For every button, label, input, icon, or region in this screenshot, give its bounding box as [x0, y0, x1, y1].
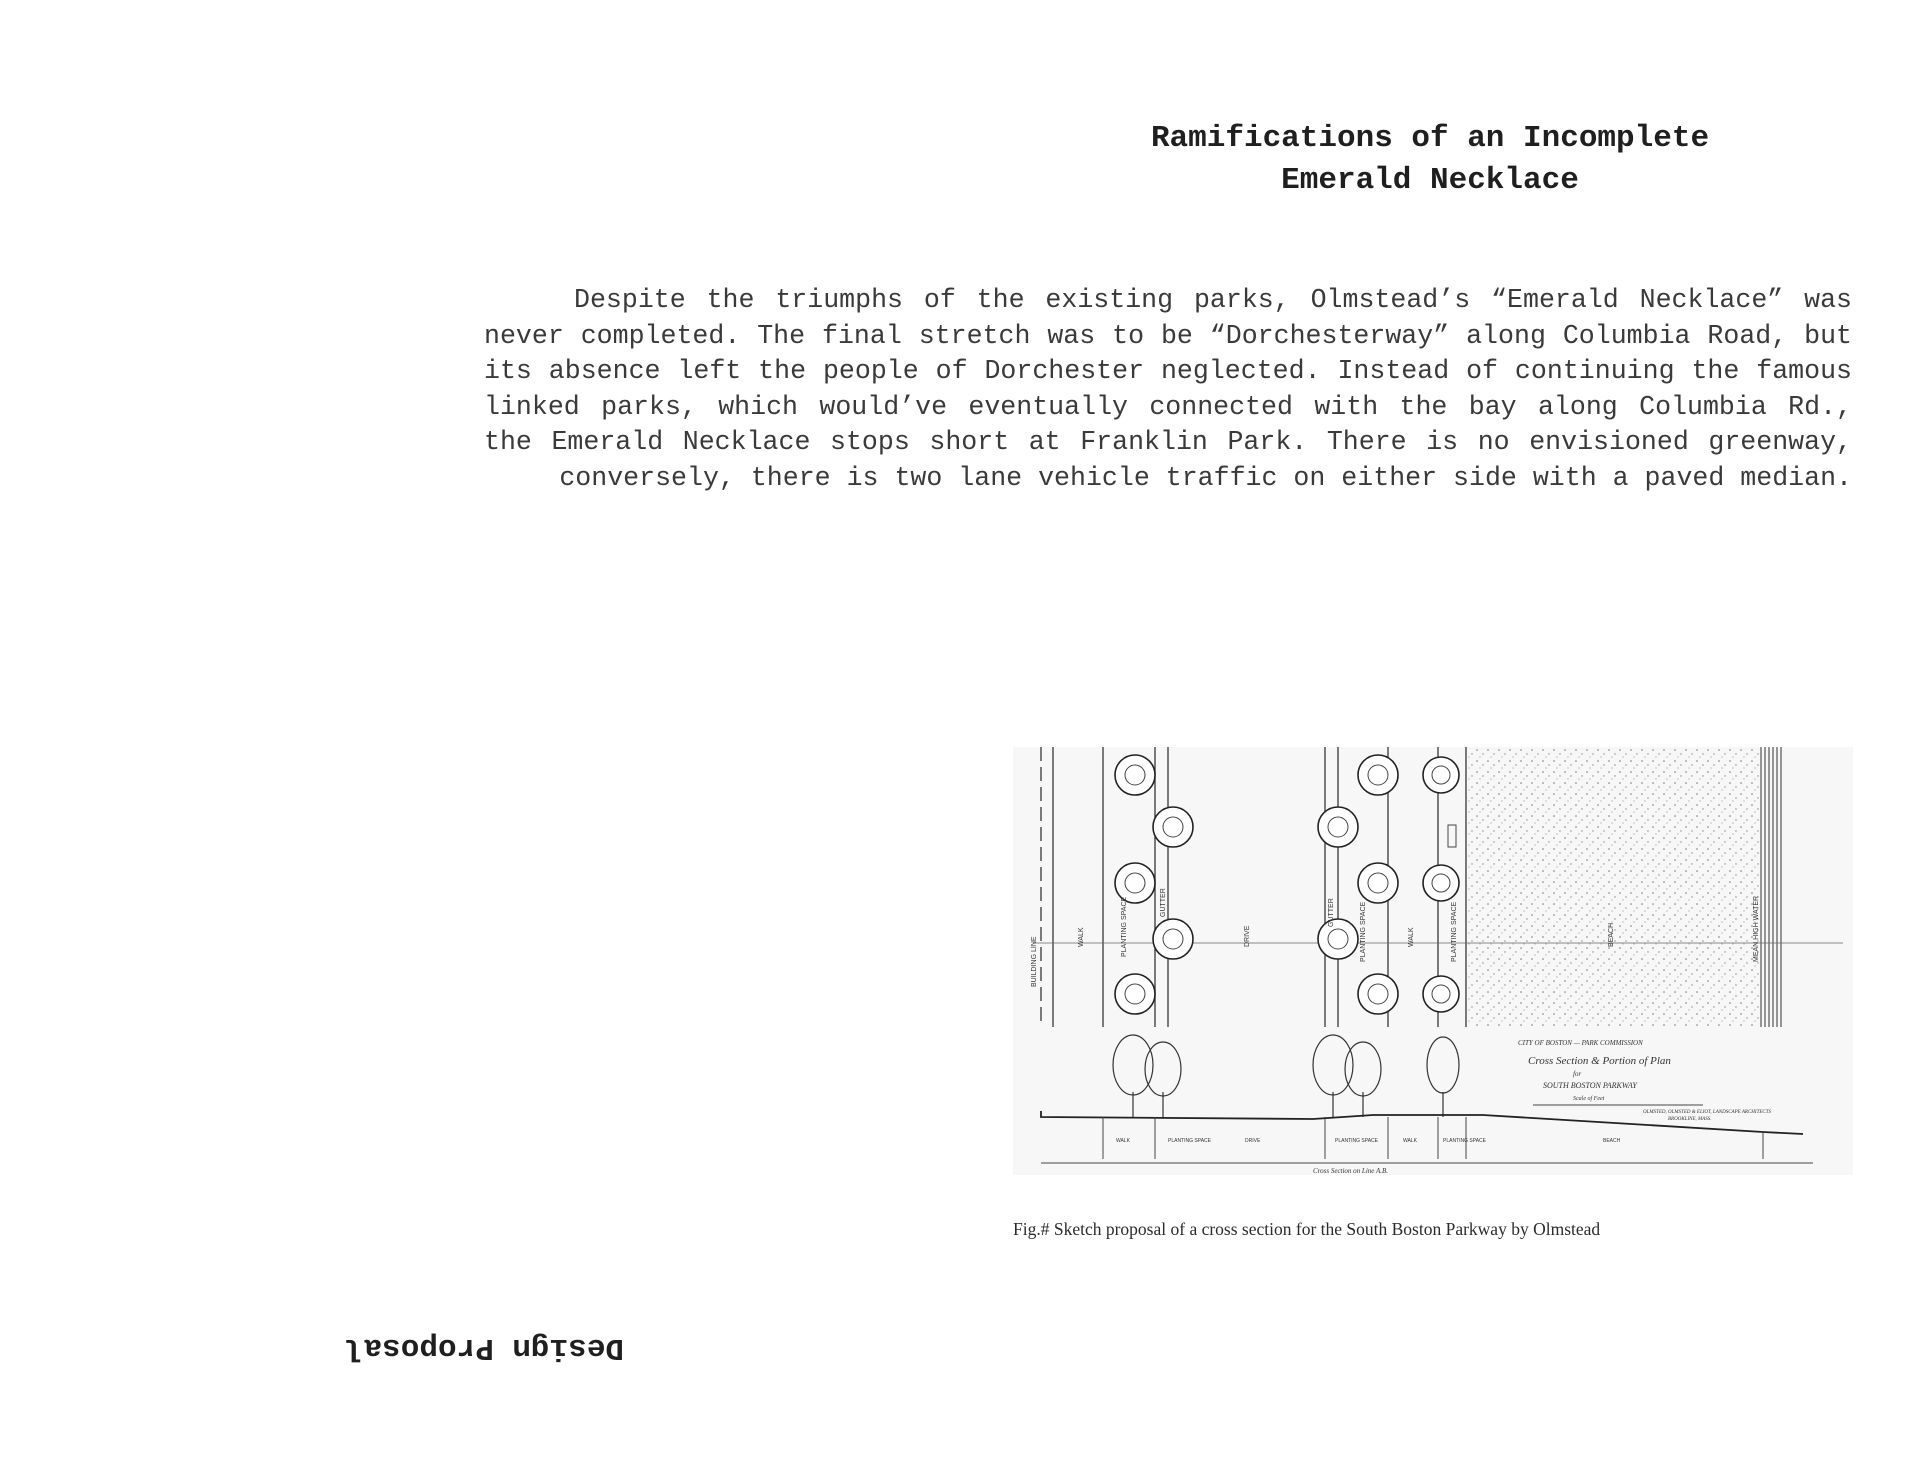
section-label: PLANTING SPACE: [1443, 1138, 1486, 1144]
title-block-line: CITY OF BOSTON — PARK COMMISSION: [1518, 1039, 1643, 1047]
design-proposal-heading: Design Proposal: [345, 1330, 625, 1365]
strip-label: WALK: [1078, 927, 1085, 947]
title-block-line: Cross Section & Portion of Plan: [1528, 1055, 1671, 1067]
elevation-trees: [1113, 1035, 1459, 1117]
strip-label: WALK: [1408, 927, 1415, 947]
plan-tree-texture: [1125, 765, 1450, 1004]
section-label: WALK: [1116, 1138, 1130, 1144]
strip-label: GUTTER: [1160, 888, 1167, 917]
page-title-line-2: Emerald Necklace: [1281, 163, 1579, 198]
strip-label: BEACH: [1608, 922, 1615, 947]
strip-label: DRIVE: [1244, 925, 1251, 947]
plan-strip-lines: [1041, 747, 1466, 1027]
strip-label: MEAN HIGH WATER: [1753, 895, 1760, 962]
title-block-line: SOUTH BOSTON PARKWAY: [1543, 1081, 1637, 1090]
title-block-line: for: [1573, 1070, 1582, 1078]
strip-label: PLANTING SPACE: [1451, 901, 1458, 962]
plan-trees: [1115, 755, 1459, 1014]
section-line-label: Cross Section on Line A.B.: [1313, 1167, 1389, 1175]
bench-symbol: [1448, 825, 1456, 847]
beach-stipple: [1468, 747, 1760, 1027]
section-label: WALK: [1403, 1138, 1417, 1144]
strip-label: PLANTING SPACE: [1121, 896, 1128, 957]
section-label: BEACH: [1603, 1138, 1621, 1144]
water-hatching: [1761, 747, 1781, 1027]
page-title-line-1: Ramifications of an Incomplete: [1150, 121, 1710, 156]
figure-caption: Fig.# Sketch proposal of a cross section for the South Boston Parkway by Olmstead: [1013, 1219, 1601, 1239]
section-label: DRIVE: [1245, 1138, 1261, 1144]
title-block-line: Scale of Feet: [1573, 1096, 1605, 1102]
body-paragraph: Despite the triumphs of the existing parks, Olmstead’s “Emerald Necklace” was never completed. The final stretch was to be “Dorchesterway” along Columbia Road, but its absence left the people of Dorchester neglected. Instead of continuing the famous linked parks, which would’ve eventually connected with the bay along Columbia Rd., the Emerald Necklace stops short at Franklin Park. There is no envisioned greenway, conversely, there is two lane vehicle traffic on either side with a paved median.: [484, 285, 1852, 493]
parkway-cross-section-sketch: [1013, 747, 1853, 1175]
sketch-title-block: [1518, 1039, 1772, 1122]
section-label: PLANTING SPACE: [1168, 1138, 1211, 1144]
strip-label: PLANTING SPACE: [1360, 901, 1367, 962]
section-labels: [1116, 1138, 1621, 1144]
strip-label: BUILDING LINE: [1031, 936, 1038, 987]
section-label: PLANTING SPACE: [1335, 1138, 1378, 1144]
page-title: [1080, 118, 1780, 202]
parkway-sketch-figure: [1013, 747, 1853, 1175]
strip-label: GUTTER: [1328, 898, 1335, 927]
title-block-line: OLMSTED, OLMSTED & ELIOT, LANDSCAPE ARCHITECTS: [1643, 1110, 1772, 1115]
title-block-line: BROOKLINE, MASS.: [1668, 1117, 1712, 1122]
